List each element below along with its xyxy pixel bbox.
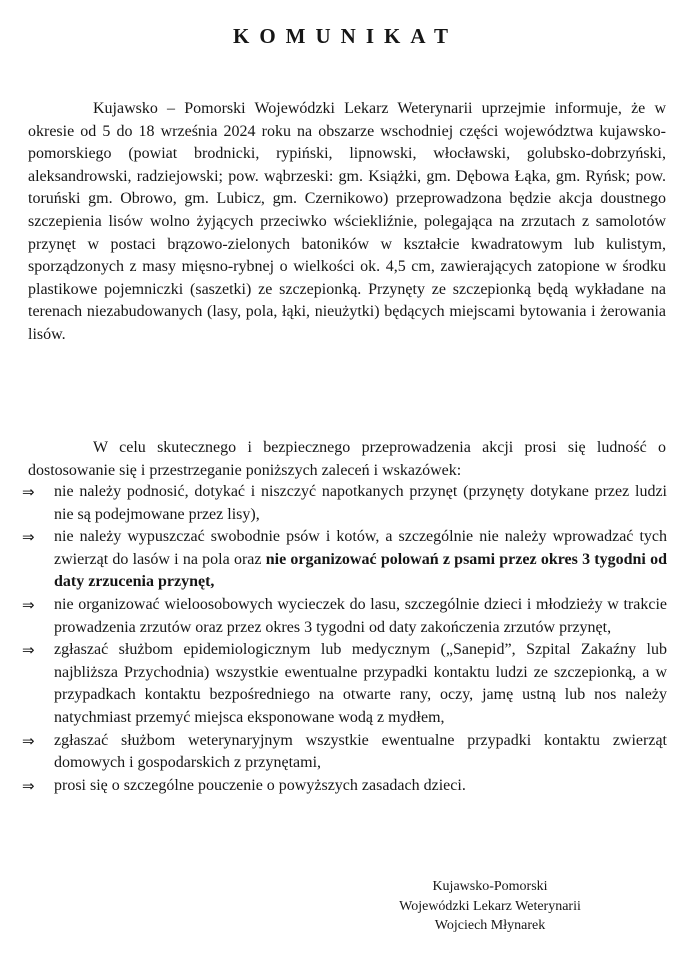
signature-line-office: Kujawsko-Pomorski [432,879,548,894]
list-item [22,775,667,798]
paragraph-request: W celu skutecznego i bezpiecznego przeprowadzenia akcji prosi się ludność o dostosowanie się i przestrzeganie poniższych zaleceń i wskazówek: [28,439,666,479]
signature-line-name: Wojciech Młynarek [434,918,546,933]
list-item [22,730,667,775]
arrow-icon: ⇒ [22,776,35,795]
arrow-icon: ⇒ [22,641,35,660]
list-item [22,526,667,594]
list-item [22,594,667,639]
paragraph-announcement: Kujawsko – Pomorski Wojewódzki Lekarz Weterynarii uprzejmie informuje, że w okresie od 5 do 18 września 2024 roku na obszarze wschodniej części województwa kujawsko-pomorskiego (powiat brodnicki, rypiński, lipnowski, włocławski, golubsko-dobrzyński, aleksandrowski, radziejowski; pow. wąbrzeski: gm. Książki, gm. Dębowa Łąka, gm. Ryńsk; pow. toruński gm. Obrowo, gm. Lubicz, gm. Czernikowo) przeprowadzona będzie akcja doustnego szczepienia lisów wolno żyjących przeciwko wściekliźnie, polegająca na zrzutach z samolotów przynęt w postaci brązowo-zielonych batoników w kształcie kwadratowym lub kulistym, sporządzonych z masy mięsno-rybnej o wielkości ok. 4,5 cm, zawierających zatopione w środku plastikowe pojemniczki (saszetki) ze szczepionką. Przynęty ze szczepionką będą wykładane na terenach niezabudowanych (lasy, pola, łąki, nieużytki) będących miejscami bytowania i żerowania lisów. [28,100,666,343]
list-item-bold-text: nie organizować polowań z psami przez okres 3 tygodni od daty zrzucenia przynęt, [54,550,667,591]
list-item [22,639,667,729]
arrow-icon: ⇒ [22,483,35,501]
arrow-icon: ⇒ [22,731,35,750]
signature-block [350,877,630,936]
list-item-text: zgłaszać służbom weterynaryjnym wszystkie ewentualne przypadki kontaktu zwierząt domowych i gospodarskich z przynętami, [54,731,667,772]
list-item-text: nie organizować wieloosobowych wycieczek do lasu, szczególnie dzieci i młodzieży w trakcie prowadzenia zrzutów oraz przez okres 3 tygodni od daty zakończenia zrzutów przynęt, [54,595,667,636]
document-title: KOMUNIKAT [233,24,458,48]
list-item-text: prosi się o szczególne pouczenie o powyższych zasadach dzieci. [54,776,466,794]
recommendations-list [22,481,667,797]
signature-line-title: Wojewódzki Lekarz Weterynarii [399,898,581,914]
list-item-text: nie należy wypuszczać swobodnie psów i kotów, a szczególnie nie należy wprowadzać tych zwierząt do lasów i na pola oraz [54,528,667,568]
list-item [22,481,667,526]
arrow-icon: ⇒ [22,528,35,547]
list-item-text: zgłaszać służbom epidemiologicznym lub medycznym („Sanepid”, Szpital Zakaźny lub najbliższa Przychodnia) wszystkie ewentualne przypadki kontaktu ludzi ze szczepionką, a w przypadkach kontaktu bezpośredniego na otwarte rany, oczy, jamę ustną lub nos należy natychmiast przemyć miejsca eksponowane wodą z mydłem, [54,641,667,726]
list-item-text: nie należy podnosić, dotykać i niszczyć napotkanych przynęt (przynęty dotykane przez ludzi nie są podejmowane przez lisy), [54,483,667,523]
arrow-icon: ⇒ [22,595,35,614]
